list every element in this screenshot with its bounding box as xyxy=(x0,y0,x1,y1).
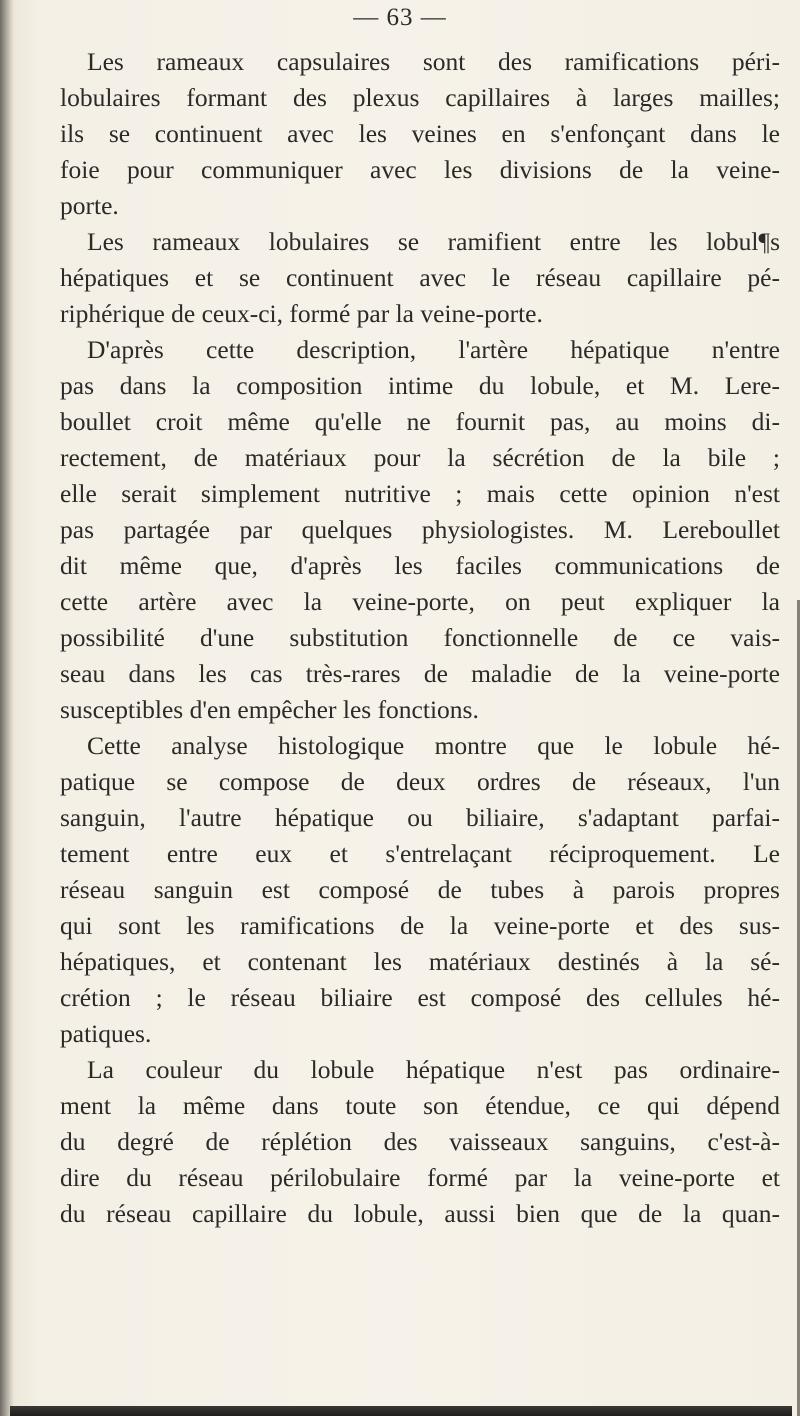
text-line: patique se compose de deux ordres de réseaux, l'un xyxy=(60,767,780,796)
text-line: Les rameaux capsulaires sont des ramifications péri- xyxy=(87,47,780,76)
text-line: du réseau capillaire du lobule, aussi bien que de la quan- xyxy=(60,1199,780,1228)
text-line: sanguin, l'autre hépatique ou biliaire, s'adaptant parfai- xyxy=(60,803,780,832)
text-line: tement entre eux et s'entrelaçant réciproquement. Le xyxy=(60,839,780,868)
text-line: D'après cette description, l'artère hépatique n'entre xyxy=(87,335,780,364)
text-line: pas dans la composition intime du lobule, et M. Lere- xyxy=(60,371,780,400)
text-line: Cette analyse histologique montre que le lobule hé- xyxy=(87,731,780,760)
text-line: seau dans les cas très-rares de maladie de la veine-porte xyxy=(60,659,780,688)
page-binding-shadow xyxy=(0,0,14,1416)
page-number: — 63 — xyxy=(353,4,447,31)
text-line: porte. xyxy=(60,191,119,220)
text-line: du degré de réplétion des vaisseaux sanguins, c'est-à- xyxy=(60,1127,780,1156)
text-line: possibilité d'une substitution fonctionnelle de ce vais- xyxy=(60,623,780,652)
text-line: rectement, de matériaux pour la sécrétion de la bile ; xyxy=(60,443,780,472)
text-line: riphérique de ceux-ci, formé par la veine-porte. xyxy=(60,299,543,328)
text-line: hépatiques, et contenant les matériaux destinés à la sé- xyxy=(60,947,780,976)
text-line: ment la même dans toute son étendue, ce qui dépend xyxy=(60,1091,780,1120)
text-line: elle serait simplement nutritive ; mais cette opinion n'est xyxy=(60,479,780,508)
text-line: Les rameaux lobulaires se ramifient entre les lobul¶s xyxy=(87,227,780,256)
text-line: La couleur du lobule hépatique n'est pas ordinaire- xyxy=(87,1055,780,1084)
text-line: réseau sanguin est composé de tubes à parois propres xyxy=(60,875,780,904)
text-line: patiques. xyxy=(60,1019,152,1048)
text-line: dit même que, d'après les faciles communications de xyxy=(60,551,780,580)
text-line: susceptibles d'en empêcher les fonctions. xyxy=(60,695,479,724)
text-line: dire du réseau périlobulaire formé par la veine-porte et xyxy=(60,1163,780,1192)
text-line: boullet croit même qu'elle ne fournit pas, au moins di- xyxy=(60,407,780,436)
text-line: foie pour communiquer avec les divisions de la veine- xyxy=(60,155,780,184)
scan-bottom-edge xyxy=(10,1406,792,1416)
text-line: cette artère avec la veine-porte, on peut expliquer la xyxy=(60,587,780,616)
text-line: hépatiques et se continuent avec le réseau capillaire pé- xyxy=(60,263,780,292)
text-line: pas partagée par quelques physiologistes. M. Lereboullet xyxy=(60,515,780,544)
body-text xyxy=(60,44,780,1232)
text-line: crétion ; le réseau biliaire est composé des cellules hé- xyxy=(60,983,780,1012)
text-line: ils se continuent avec les veines en s'enfonçant dans le xyxy=(60,119,780,148)
text-line: qui sont les ramifications de la veine-porte et des sus- xyxy=(60,911,780,940)
text-line: lobulaires formant des plexus capillaires à larges mailles; xyxy=(60,83,780,112)
